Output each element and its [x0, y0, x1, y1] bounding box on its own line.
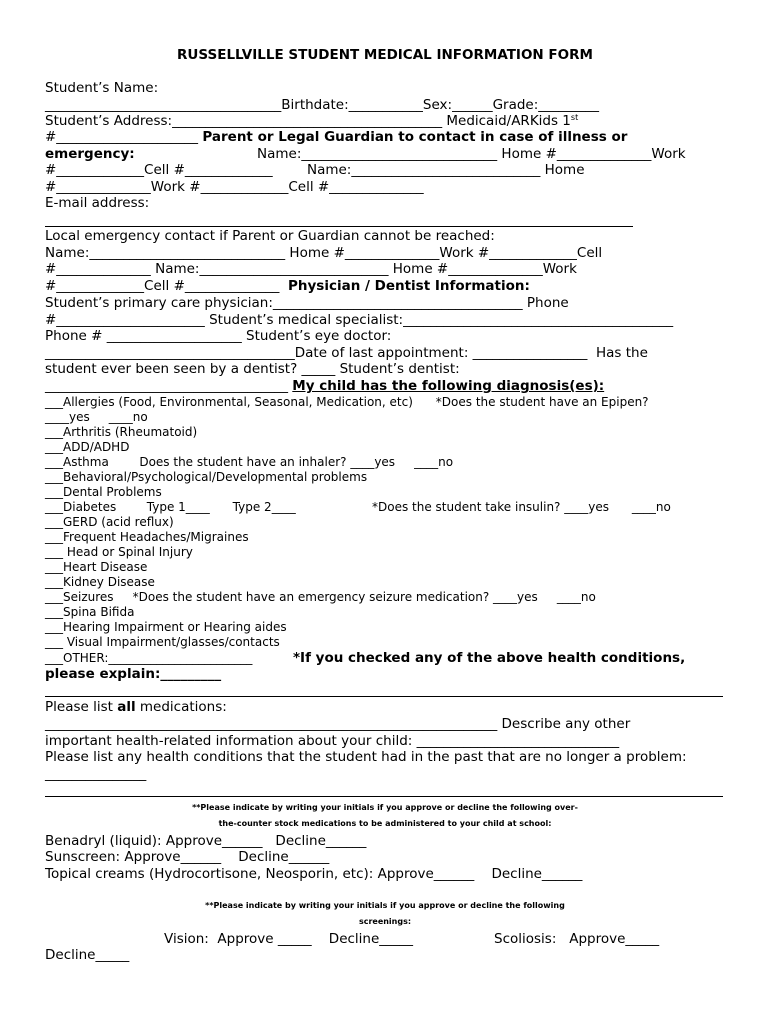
please-explain[interactable]: please explain:_________	[45, 666, 222, 682]
dentist-blank: ____________________________________	[45, 378, 293, 394]
scoliosis-line[interactable]: Scoliosis: Approve_____	[494, 931, 660, 947]
diagnosis-epipen-answer[interactable]: ____yes ____no	[45, 410, 148, 424]
medications-line[interactable]: ___________________________________________________________________ Describe any other	[45, 716, 631, 732]
physician-heading-line[interactable]	[45, 278, 530, 294]
form-title: RUSSELLVILLE STUDENT MEDICAL INFORMATION FORM	[177, 47, 593, 63]
screenings-heading-2: screenings:	[358, 917, 412, 926]
medications-text-c: medications:	[135, 699, 227, 715]
diagnosis-dental[interactable]: ___Dental Problems	[45, 485, 162, 499]
medications-label	[45, 699, 227, 715]
diagnosis-spina-bifida[interactable]: ___Spina Bifida	[45, 605, 135, 619]
screenings-heading-1: **Please indicate by writing your initials if you approve or decline the following	[205, 901, 565, 910]
diagnosis-kidney[interactable]: ___Kidney Disease	[45, 575, 155, 589]
ordinal-sup: st	[570, 113, 579, 122]
diagnosis-heading-line[interactable]	[45, 378, 604, 394]
medicaid-number-line[interactable]	[45, 129, 627, 145]
cell-blank: #_____________Cell #______________	[45, 278, 288, 294]
email-field-line[interactable]	[45, 226, 633, 227]
diagnosis-behavioral[interactable]: ___Behavioral/Psychological/Developmental problems	[45, 470, 368, 484]
otc-heading-2: the-counter stock medications to be administered to your child at school:	[218, 819, 552, 828]
diagnosis-gerd[interactable]: ___GERD (acid reflux)	[45, 515, 174, 529]
dentist-line[interactable]: student ever been seen by a dentist? _____ Student’s dentist:	[45, 361, 460, 377]
email-label: E-mail address:	[45, 195, 150, 211]
medications-all: all	[117, 699, 136, 715]
other-note: *If you checked any of the above health conditions,	[293, 650, 686, 666]
past-conditions-field-line[interactable]	[45, 796, 723, 797]
guardian-heading: Parent or Legal Guardian to contact in case of illness or	[202, 129, 628, 145]
specialist-line[interactable]: #______________________ Student’s medical specialist:________________________________________	[45, 312, 674, 328]
otc-heading-1: **Please indicate by writing your initials if you approve or decline the following over-	[192, 803, 578, 812]
scoliosis-decline-line[interactable]: Decline_____	[45, 947, 130, 963]
medications-text-a: Please list	[45, 699, 118, 715]
medicaid-number-blank: #_____________________	[45, 129, 203, 145]
diagnosis-visual[interactable]: ___ Visual Impairment/glasses/contacts	[45, 635, 280, 649]
explain-field-line[interactable]	[45, 696, 723, 697]
diagnosis-head-injury[interactable]: ___ Head or Spinal Injury	[45, 545, 193, 559]
guardian2-line[interactable]: #_____________Cell #_____________ Name:____________________________ Home	[45, 162, 585, 178]
diagnosis-asthma[interactable]: ___Asthma Does the student have an inhaler? ____yes ____no	[45, 455, 454, 469]
past-conditions-line[interactable]: _______________	[45, 766, 147, 782]
guardian1-line[interactable]	[45, 146, 686, 162]
benadryl-line[interactable]: Benadryl (liquid): Approve______ Decline______	[45, 833, 367, 849]
student-name-label: Student’s Name:	[45, 80, 159, 96]
important-info-line[interactable]: important health-related information about your child: ______________________________	[45, 733, 620, 749]
eye-doctor-line[interactable]: Phone # ____________________ Student’s eye doctor:	[45, 328, 392, 344]
birthdate-sex-grade-line[interactable]: ___________________________________Birthdate:___________Sex:______Grade:_________	[45, 97, 600, 113]
vision-line[interactable]: Vision: Approve _____ Decline_____	[164, 931, 414, 947]
sunscreen-line[interactable]: Sunscreen: Approve______ Decline______	[45, 849, 330, 865]
guardian2-phone-line[interactable]: #______________Work #_____________Cell #______________	[45, 179, 424, 195]
local-contact-line1[interactable]: Name:_____________________________ Home #______________Work #_____________Cell	[45, 245, 603, 261]
local-contact-line2[interactable]: #______________ Name:____________________________ Home #______________Work	[45, 261, 577, 277]
past-conditions-label: Please list any health conditions that the student had in the past that are no longer a problem:	[45, 749, 687, 765]
diagnosis-add-adhd[interactable]: ___ADD/ADHD	[45, 440, 130, 454]
diagnosis-seizures[interactable]: ___Seizures *Does the student have an emergency seizure medication? ____yes ____no	[45, 590, 596, 604]
diagnosis-hearing[interactable]: ___Hearing Impairment or Hearing aides	[45, 620, 287, 634]
diagnosis-heading: My child has the following diagnosis(es):	[292, 378, 605, 394]
guardian1-fields: Name:_____________________________ Home #______________Work	[257, 146, 686, 162]
diagnosis-other[interactable]: ___OTHER:________________________	[45, 651, 253, 665]
diagnosis-diabetes[interactable]: ___Diabetes Type 1____ Type 2____ *Does the student take insulin? ____yes ____no	[45, 500, 671, 514]
diagnosis-heart[interactable]: ___Heart Disease	[45, 560, 148, 574]
primary-care-line[interactable]: Student’s primary care physician:_____________________________________ Phone	[45, 295, 569, 311]
emergency-label: emergency:	[45, 146, 135, 162]
student-address-text: Student’s Address:________________________________________ Medicaid/ARKids 1	[45, 113, 571, 129]
student-address-line[interactable]	[45, 113, 578, 129]
local-contact-label: Local emergency contact if Parent or Guardian cannot be reached:	[45, 228, 495, 244]
topical-creams-line[interactable]: Topical creams (Hydrocortisone, Neosporin, etc): Approve______ Decline______	[45, 866, 583, 882]
diagnosis-arthritis[interactable]: ___Arthritis (Rheumatoid)	[45, 425, 198, 439]
diagnosis-allergies[interactable]: ___Allergies (Food, Environmental, Seasonal, Medication, etc) *Does the student have an Epipen?	[45, 395, 649, 409]
last-appointment-line[interactable]: _____________________________________Date of last appointment: _________________ Has the	[45, 345, 648, 361]
diagnosis-headaches[interactable]: ___Frequent Headaches/Migraines	[45, 530, 249, 544]
physician-heading: Physician / Dentist Information:	[287, 278, 530, 294]
